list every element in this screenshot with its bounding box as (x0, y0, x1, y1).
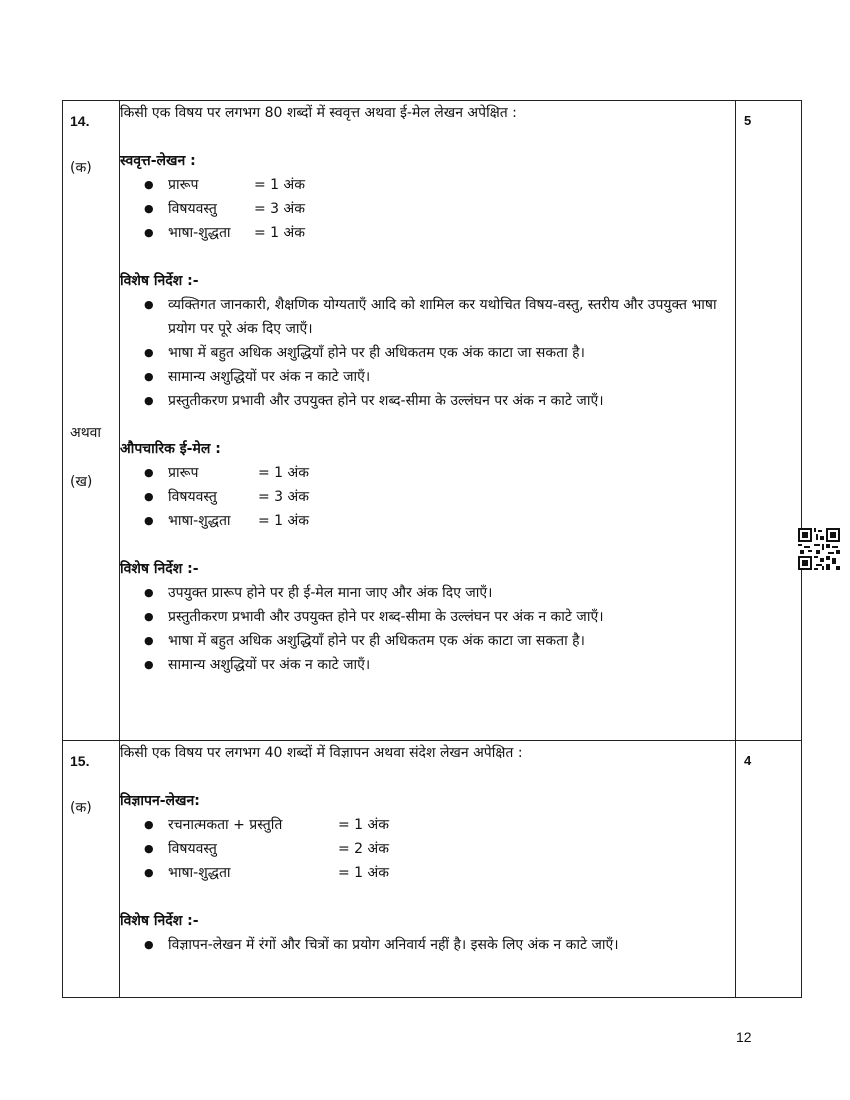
question-14-row (63, 101, 802, 741)
question-15-content (120, 741, 736, 998)
criteria-list (120, 461, 735, 533)
qr-code-icon (798, 528, 840, 570)
criterion-item: ● विषयवस्तु = 3 अंक (142, 485, 735, 509)
question-14-label-cell (63, 101, 120, 741)
part-a-label: (क) (70, 160, 92, 176)
section-heading: औपचारिक ई-मेल : (120, 441, 221, 457)
section-heading: विज्ञापन-लेखन: (120, 793, 200, 809)
section-heading: स्ववृत्त-लेखन : (120, 153, 196, 169)
page-number: 12 (736, 1029, 752, 1045)
question-number: 15. (70, 753, 90, 769)
criterion-item: ● प्रारूप = 1 अंक (142, 461, 735, 485)
note-item: ● भाषा में बहुत अधिक अशुद्धियाँ होने पर ही अधिकतम एक अंक काटा जा सकता है। (142, 341, 735, 365)
part-b-label: (ख) (70, 474, 93, 490)
question-15-label-cell (63, 741, 120, 998)
note-item: ● विज्ञापन-लेखन में रंगों और चित्रों का प्रयोग अनिवार्य नहीं है। इसके लिए अंक न काटे जाएँ। (142, 933, 735, 957)
question-instruction: किसी एक विषय पर लगभग 80 शब्दों में स्ववृत्त अथवा ई-मेल लेखन अपेक्षित : (120, 105, 517, 121)
question-15-row (63, 741, 802, 998)
marks-value: 4 (744, 753, 752, 768)
criterion-item: ● विषयवस्तु = 3 अंक (142, 197, 735, 221)
notes-heading: विशेष निर्देश :- (120, 913, 199, 929)
question-15-marks-cell (736, 741, 802, 998)
criterion-item: ● प्रारूप = 1 अंक (142, 173, 735, 197)
notes-heading: विशेष निर्देश :- (120, 561, 199, 577)
note-item: ● भाषा में बहुत अधिक अशुद्धियाँ होने पर ही अधिकतम एक अंक काटा जा सकता है। (142, 629, 735, 653)
question-number: 14. (70, 113, 90, 129)
question-instruction: किसी एक विषय पर लगभग 40 शब्दों में विज्ञापन अथवा संदेश लेखन अपेक्षित : (120, 745, 523, 761)
question-14-marks-cell (736, 101, 802, 741)
criterion-item: ● रचनात्मकता + प्रस्तुति = 1 अंक (142, 813, 735, 837)
note-item: ● सामान्य अशुद्धियों पर अंक न काटे जाएँ। (142, 365, 735, 389)
marking-scheme-table (62, 100, 802, 998)
notes-list (120, 581, 735, 677)
or-label: अथवा (70, 425, 102, 441)
marks-value: 5 (744, 113, 752, 128)
criteria-list (120, 173, 735, 245)
note-item: ● व्यक्तिगत जानकारी, शैक्षणिक योग्यताएँ आदि को शामिल कर यथोचित विषय-वस्तु, स्तरीय और उपयुक्त भाषा प्रयोग पर पूरे अंक दिए जाएँ। (142, 293, 735, 341)
note-item: ● प्रस्तुतीकरण प्रभावी और उपयुक्त होने पर शब्द-सीमा के उल्लंघन पर अंक न काटे जाएँ। (142, 605, 735, 629)
criteria-list (120, 813, 735, 885)
note-item: ● सामान्य अशुद्धियों पर अंक न काटे जाएँ। (142, 653, 735, 677)
notes-heading: विशेष निर्देश :- (120, 273, 199, 289)
question-14-content (120, 101, 736, 741)
notes-list (120, 293, 735, 413)
criterion-item: ● भाषा-शुद्धता = 1 अंक (142, 509, 735, 533)
note-item: ● प्रस्तुतीकरण प्रभावी और उपयुक्त होने पर शब्द-सीमा के उल्लंघन पर अंक न काटे जाएँ। (142, 389, 735, 413)
criterion-item: ● भाषा-शुद्धता = 1 अंक (142, 221, 735, 245)
criterion-item: ● भाषा-शुद्धता = 1 अंक (142, 861, 735, 885)
notes-list (120, 933, 735, 957)
part-a-label: (क) (70, 800, 92, 816)
criterion-item: ● विषयवस्तु = 2 अंक (142, 837, 735, 861)
note-item: ● उपयुक्त प्रारूप होने पर ही ई-मेल माना जाए और अंक दिए जाएँ। (142, 581, 735, 605)
